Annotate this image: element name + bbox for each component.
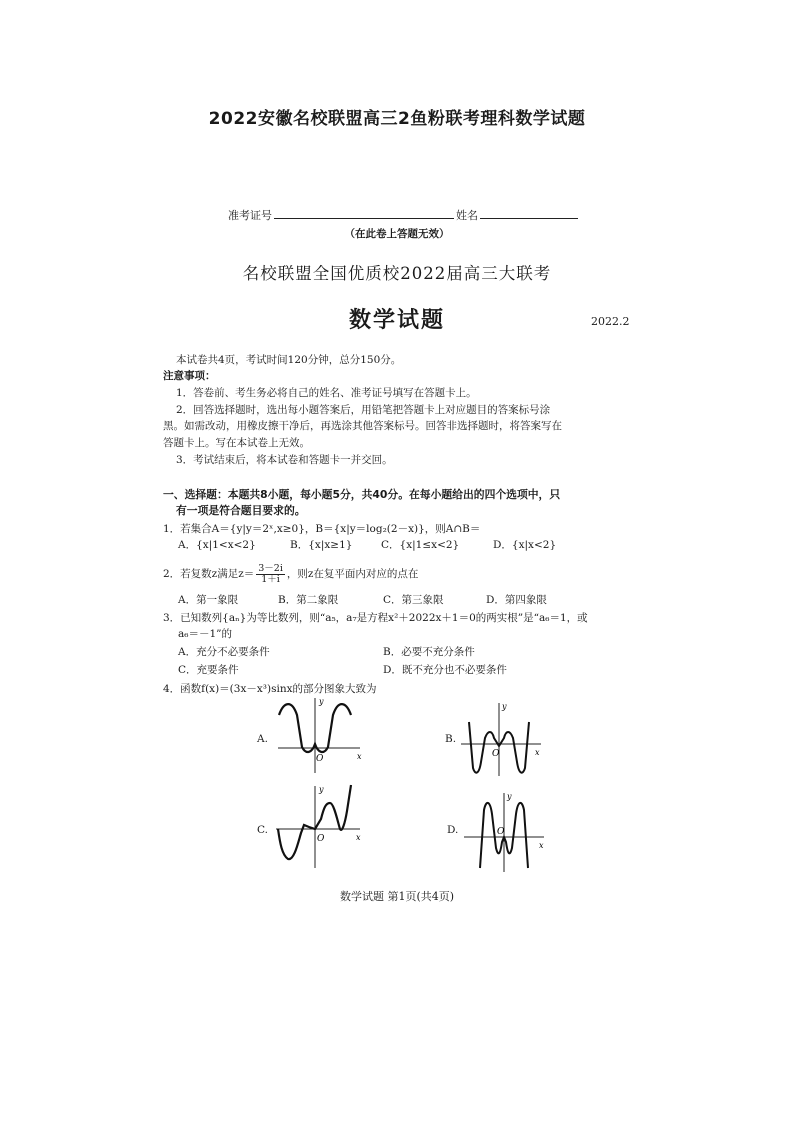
graph-b (457, 700, 547, 780)
y-axis-label: y (502, 702, 507, 711)
name-label: 姓名 (456, 209, 478, 222)
question-2-stem (163, 562, 418, 586)
fraction-numerator: 3－2i (258, 562, 283, 574)
exam-name: 名校联盟全国优质校2022届高三大联考 (242, 264, 552, 283)
origin-label: O (317, 834, 325, 844)
y-axis-label: y (319, 697, 324, 706)
question-2-option-c: C．第三象限 (383, 594, 444, 606)
notice-item-3: 3．考试结束后，将本试卷和答题卡一并交回。 (176, 454, 393, 466)
graph-c-label: C. (257, 824, 268, 836)
question-2-option-d: D．第四象限 (486, 594, 547, 606)
notice-title: 注意事项： (163, 370, 216, 382)
question-2-fraction (256, 564, 285, 585)
section-1-heading-line-2: 有一项是符合题目要求的。 (176, 504, 306, 517)
y-axis-label: y (319, 785, 324, 794)
question-1-option-d: D．{x|x<2} (493, 539, 557, 551)
name-blank (480, 208, 578, 219)
question-1-stem: 1．若集合A＝{y|y＝2ˣ,x≥0}，B＝{x|y＝log₂(2－x)}，则A∩B＝ (163, 523, 481, 535)
x-axis-label: x (356, 833, 361, 842)
fraction-denominator: 1＋i (261, 573, 280, 585)
graph-a-label: A. (257, 733, 268, 745)
question-1-option-c: C．{x|1≤x<2} (381, 539, 460, 551)
x-axis-label: x (539, 841, 544, 850)
graph-d-label: D. (447, 824, 459, 836)
question-3-stem-line-1: 3．已知数列{aₙ}为等比数列，则“a₅，a₇是方程x²＋2022x＋1＝0的两实根”是“a₆＝1，或 (163, 612, 588, 624)
question-2-option-a: A．第一象限 (178, 594, 239, 606)
question-1-option-a: A．{x|1<x<2} (178, 539, 256, 551)
origin-label: O (316, 754, 324, 764)
instructions-intro: 本试卷共4页，考试时间120分钟，总分150分。 (176, 354, 402, 366)
notice-item-2-line-1: 2．回答选择题时，选出每小题答案后，用铅笔把答题卡上对应题目的答案标号涂 (176, 404, 551, 416)
question-4-stem: 4．函数f(x)＝(3x－x³)sinx的部分图象大致为 (163, 683, 377, 695)
exam-date: 2022.2 (591, 315, 630, 328)
question-3-option-c: C．充要条件 (178, 664, 239, 676)
subject-title: 数学试题 (348, 308, 445, 333)
origin-label: O (497, 827, 505, 837)
origin-label: O (492, 749, 500, 759)
notice-item-2-line-2: 黑。如需改动，用橡皮擦干净后，再选涂其他答案标号。回答非选择题时，将答案写在 (163, 420, 562, 432)
graph-a (268, 695, 368, 775)
notice-item-2-line-3: 答题卡上。写在本试卷上无效。 (163, 437, 310, 449)
question-1-option-b: B．{x|x≥1} (290, 539, 353, 551)
question-3-option-b: B．必要不充分条件 (383, 646, 475, 658)
question-2-stem-prefix: 2．若复数z满足z＝ (163, 568, 255, 580)
page-footer: 数学试题 第1页(共4页) (339, 890, 455, 903)
notice-item-1: 1．答卷前、考生务必将自己的姓名、准考证号填写在答题卡上。 (176, 387, 477, 399)
question-3-stem-line-2: a₆＝－1”的 (178, 628, 233, 640)
candidate-info-line (228, 207, 580, 223)
section-1-heading-line-1: 一、选择题：本题共8小题，每小题5分，共40分。在每小题给出的四个选项中，只 (163, 488, 561, 501)
invalid-note: （在此卷上答题无效） (344, 228, 450, 240)
x-axis-label: x (535, 748, 540, 757)
graph-c (268, 783, 368, 873)
question-3-option-d: D．既不充分也不必要条件 (383, 664, 507, 676)
question-2-option-b: B．第二象限 (278, 594, 339, 606)
y-axis-label: y (507, 792, 512, 801)
question-3-option-a: A．充分不必要条件 (178, 646, 270, 658)
x-axis-label: x (357, 752, 362, 761)
document-title: 2022安徽名校联盟高三2鱼粉联考理科数学试题 (208, 109, 586, 129)
graph-d (460, 790, 550, 875)
question-2-stem-suffix: ，则z在复平面内对应的点在 (286, 568, 419, 580)
graph-b-label: B. (445, 733, 457, 745)
id-label: 准考证号 (228, 209, 272, 222)
id-blank (274, 208, 454, 219)
